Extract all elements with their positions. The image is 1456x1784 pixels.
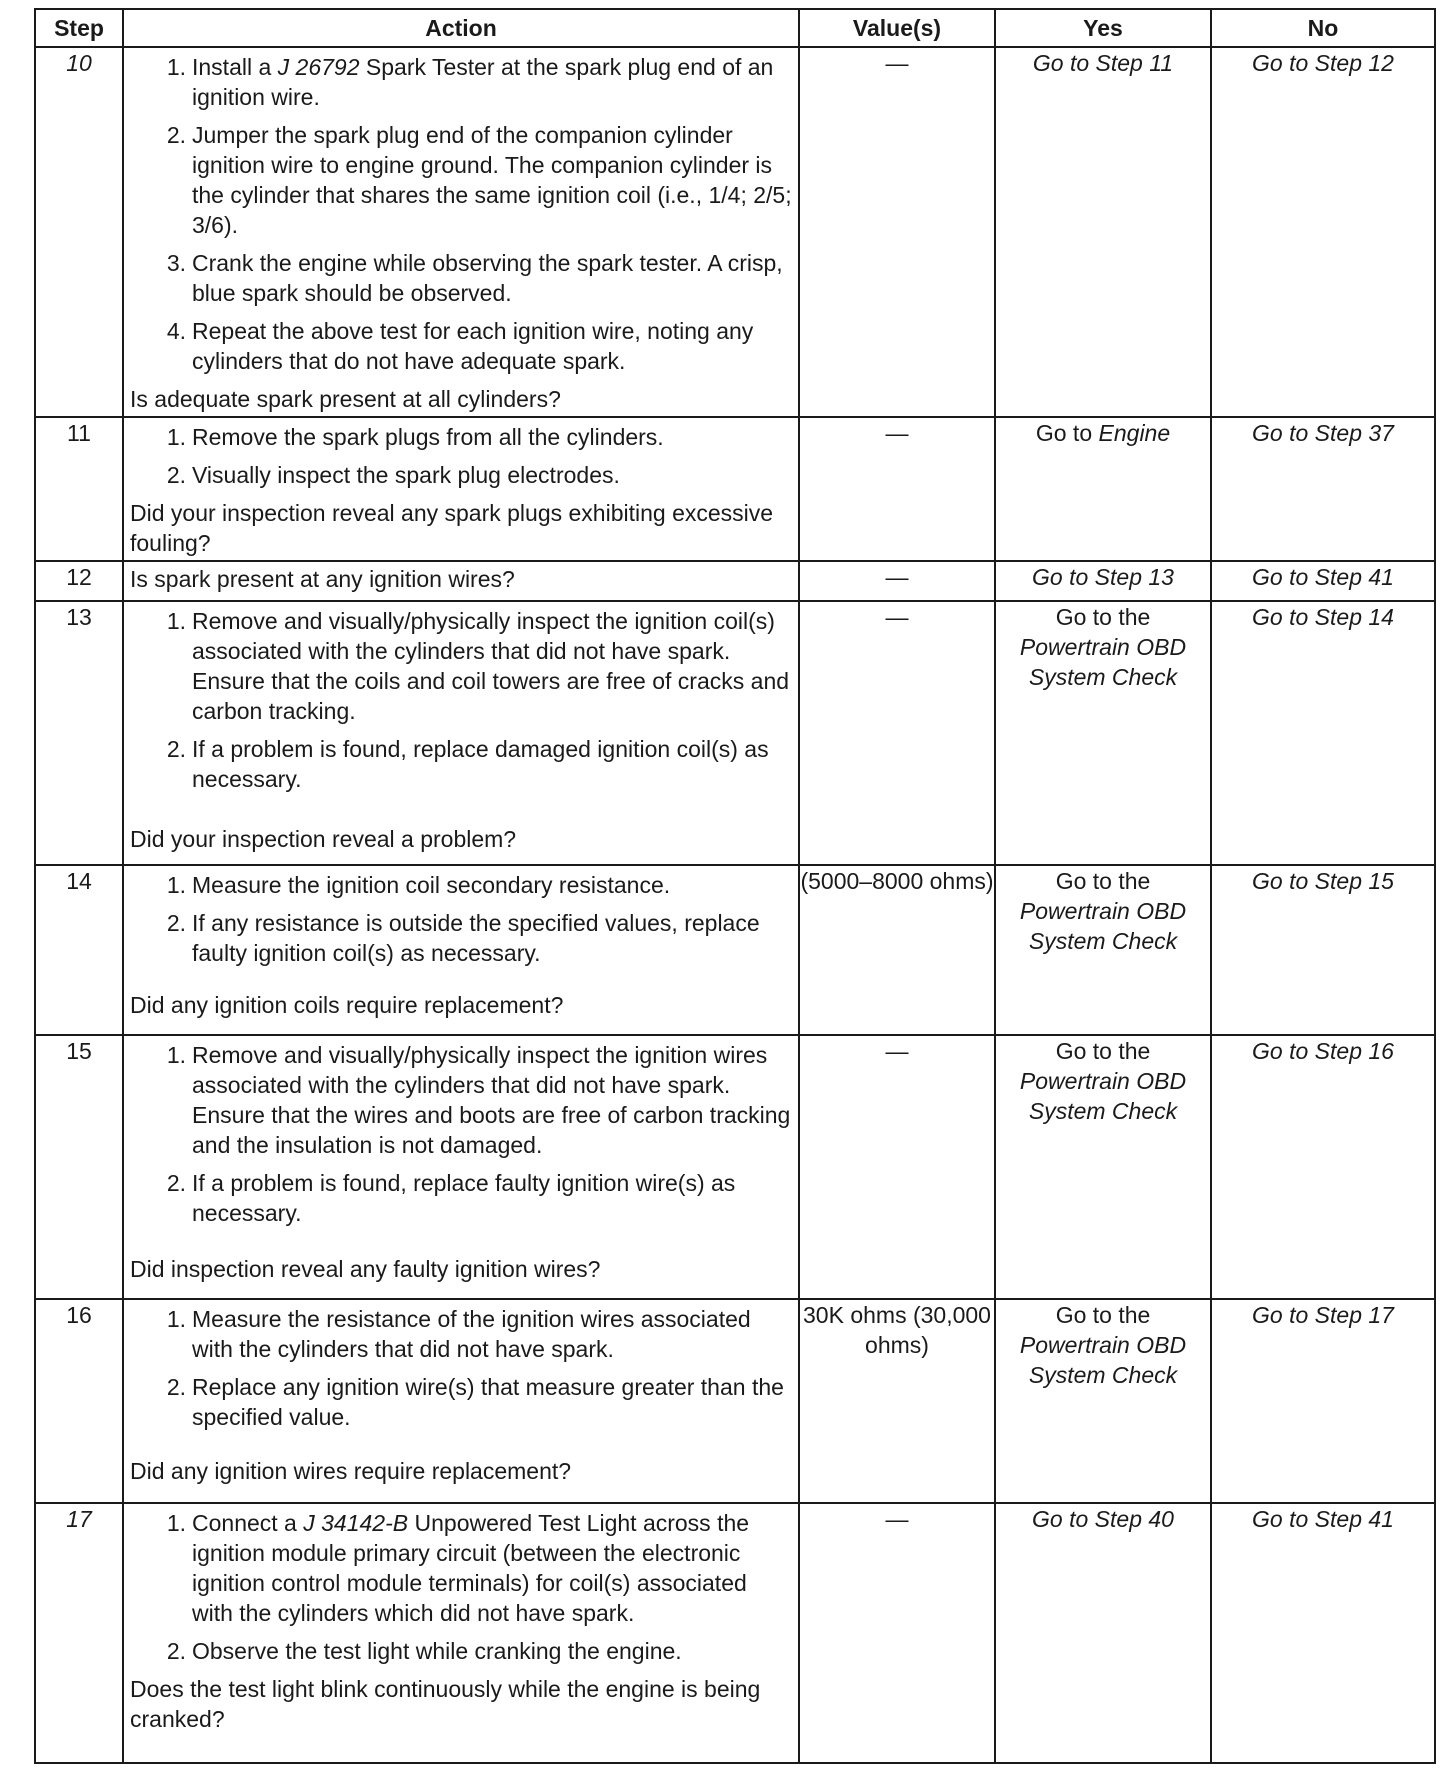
action-substep: 3. Crank the engine while observing the spark tester. A crisp, blue spark should be observed. [166,250,783,306]
value-cell: 30K ohms (30,000 ohms) [799,1299,995,1503]
yes-cell: Go to Engine [995,417,1211,561]
action-substep: 1. Remove and visually/physically inspect the ignition coil(s) associated with the cylinders that did not have spark. Ensure that the coils and coil towers are free of cracks and carbon tracking. [166,608,790,724]
yes-cell: Go to Step 13 [995,561,1211,601]
step-number: 10 [35,47,123,417]
no-cell: Go to Step 16 [1211,1035,1435,1299]
action-substep: 2. Jumper the spark plug end of the companion cylinder ignition wire to engine ground. The companion cylinder is the cylinder that shares the same ignition coil (i.e., 1/4; 2/5; 3/6). [166,122,792,238]
action-substep: 2. If any resistance is outside the specified values, replace faulty ignition coil(s) as necessary. [166,910,760,966]
header-no: No [1211,9,1435,47]
value-cell: — [799,561,995,601]
step-number: 14 [35,865,123,1035]
yes-cell: Go to the Powertrain OBD System Check [995,1299,1211,1503]
action-substep: 2. If a problem is found, replace faulty ignition wire(s) as necessary. [166,1170,736,1226]
step-number: 12 [35,561,123,601]
table-row [35,561,1435,601]
no-cell: Go to Step 12 [1211,47,1435,417]
table-row [35,601,1435,865]
value-cell: — [799,417,995,561]
action-question: Is spark present at any ignition wires? [130,566,515,592]
step-number: 16 [35,1299,123,1503]
action-substep: 4. Repeat the above test for each ignition wire, noting any cylinders that do not have adequate spark. [166,318,754,374]
no-cell: Go to Step 15 [1211,865,1435,1035]
action-substep: 1. Connect a J 34142-B Unpowered Test Light across the ignition module primary circuit (between the electronic ignition control module terminals) for coil(s) associated with the cylinders which did not have spark. [166,1510,750,1626]
table-row [35,47,1435,417]
action-substep: 2. Observe the test light while cranking the engine. [166,1638,682,1664]
action-substep: 2. Replace any ignition wire(s) that measure greater than the specified value. [166,1374,784,1430]
action-substep: 2. If a problem is found, replace damaged ignition coil(s) as necessary. [166,736,769,792]
no-cell: Go to Step 14 [1211,601,1435,865]
action-question: Does the test light blink continuously while the engine is being cranked? [130,1676,761,1732]
step-number: 13 [35,601,123,865]
action-cell [123,47,799,417]
yes-cell: Go to the Powertrain OBD System Check [995,601,1211,865]
table-row [35,865,1435,1035]
no-cell: Go to Step 41 [1211,561,1435,601]
step-number: 17 [35,1503,123,1763]
no-cell: Go to Step 41 [1211,1503,1435,1763]
step-number: 15 [35,1035,123,1299]
action-question: Did any ignition wires require replacement? [130,1458,572,1484]
action-substep: 2. Visually inspect the spark plug electrodes. [166,462,620,488]
table-header-row [35,9,1435,47]
header-values: Value(s) [799,9,995,47]
header-yes: Yes [995,9,1211,47]
action-cell [123,1299,799,1503]
action-cell [123,1503,799,1763]
action-cell [123,865,799,1035]
table-row [35,1503,1435,1763]
action-question: Did inspection reveal any faulty ignition wires? [130,1256,601,1282]
action-substep: 1. Remove the spark plugs from all the cylinders. [166,424,664,450]
value-cell: — [799,1503,995,1763]
action-question: Did any ignition coils require replacement? [130,992,564,1018]
yes-cell: Go to the Powertrain OBD System Check [995,865,1211,1035]
yes-cell: Go to Step 40 [995,1503,1211,1763]
action-substep: 1. Remove and visually/physically inspect the ignition wires associated with the cylinders that did not have spark. Ensure that the wires and boots are free of carbon tracking and the insulation is not damaged. [166,1042,791,1158]
header-action: Action [123,9,799,47]
action-question: Did your inspection reveal a problem? [130,826,517,852]
no-cell: Go to Step 17 [1211,1299,1435,1503]
action-cell [123,417,799,561]
header-step: Step [35,9,123,47]
action-substep: 1. Measure the ignition coil secondary resistance. [166,872,671,898]
action-cell [123,601,799,865]
value-cell: — [799,601,995,865]
action-substep: 1. Measure the resistance of the ignition wires associated with the cylinders that did not have spark. [166,1306,751,1362]
action-substep: 1. Install a J 26792 Spark Tester at the spark plug end of an ignition wire. [166,54,774,110]
diagnostic-table-sheet [34,8,1434,1764]
action-question: Is adequate spark present at all cylinders? [130,386,561,412]
action-question: Did your inspection reveal any spark plugs exhibiting excessive fouling? [130,500,774,556]
action-cell [123,561,799,601]
value-cell: (5000–8000 ohms) [799,865,995,1035]
value-cell: — [799,1035,995,1299]
yes-cell: Go to the Powertrain OBD System Check [995,1035,1211,1299]
action-cell [123,1035,799,1299]
value-cell: — [799,47,995,417]
table-row [35,417,1435,561]
yes-cell: Go to Step 11 [995,47,1211,417]
no-cell: Go to Step 37 [1211,417,1435,561]
diagnostic-table [34,8,1436,1764]
table-row [35,1035,1435,1299]
table-row [35,1299,1435,1503]
step-number: 11 [35,417,123,561]
